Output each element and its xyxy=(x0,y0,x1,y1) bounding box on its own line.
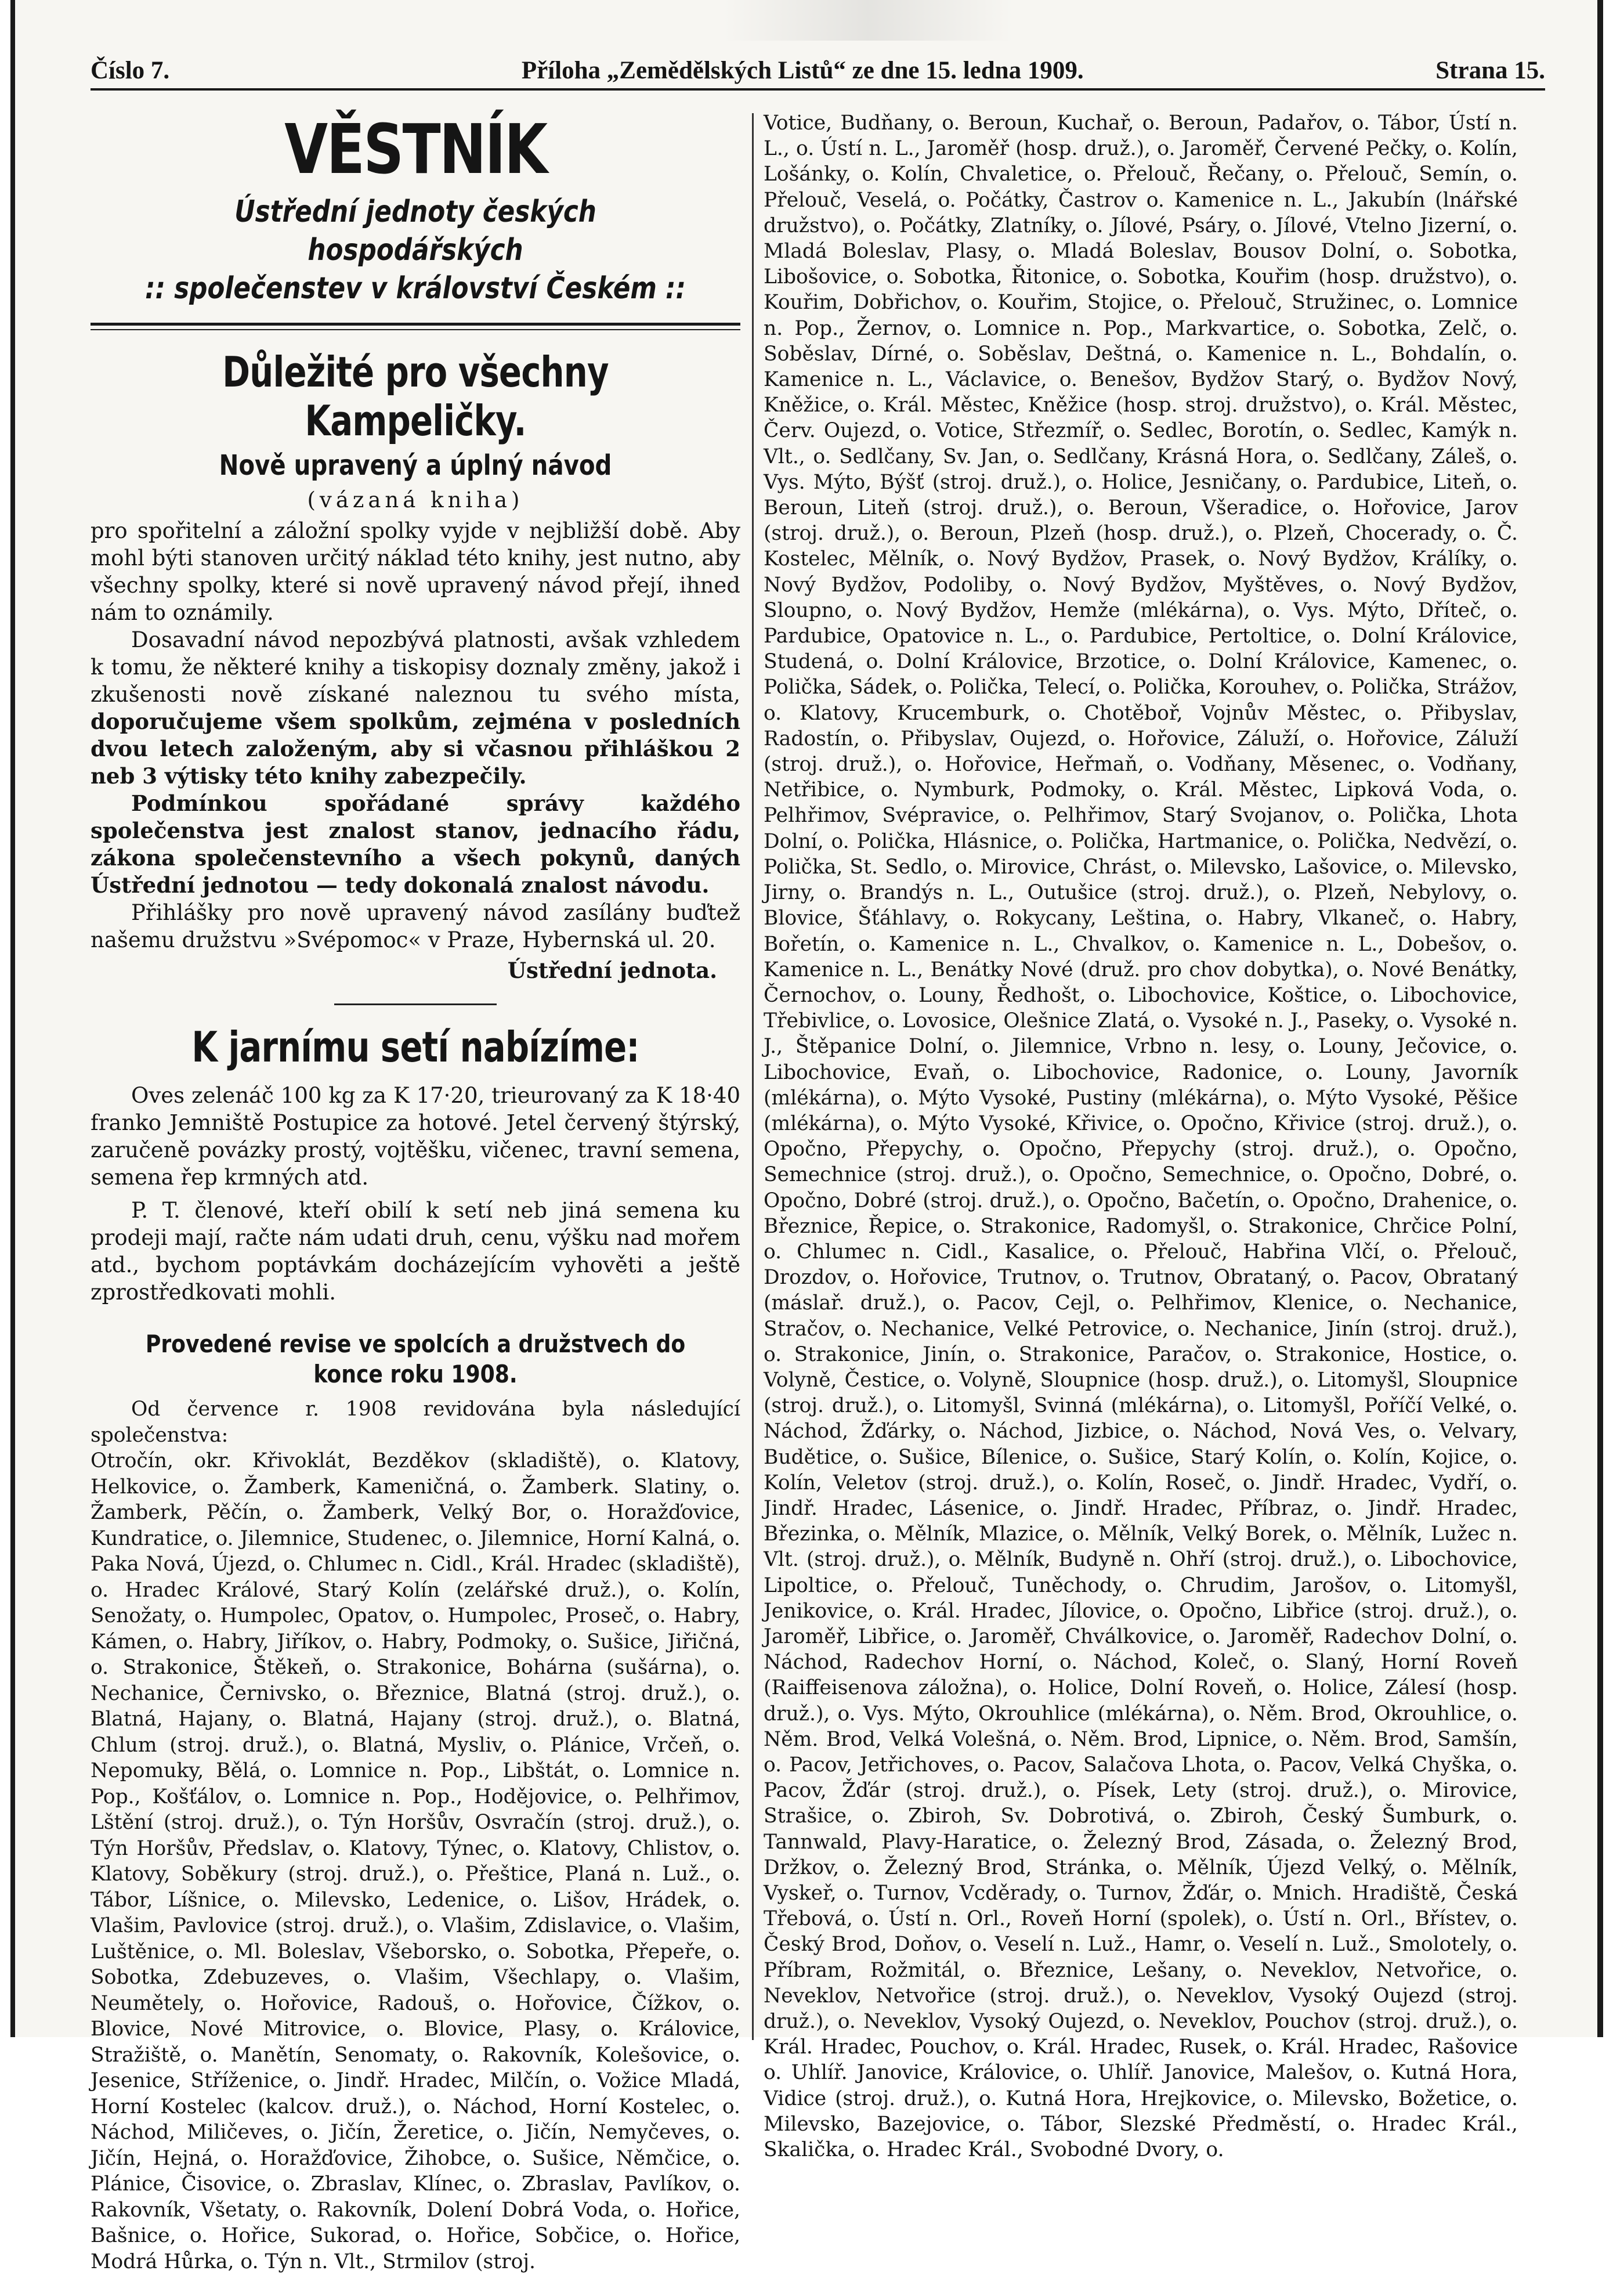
article1-para3: Podmínkou spořádané správy každého společenstva jest znalost stanov, jednacího řádu, zákona společenstevního a všech pokynů, daných Ústřední jednotou — tedy dokonalá znalost návodu. xyxy=(91,790,740,898)
masthead-title: VĚSTNÍK xyxy=(284,109,547,189)
article1-para1: pro spořitelní a záložní spolky vyjde v nejbližší době. Aby mohl býti stanoven určitý náklad této knihy, jest nutno, aby všechny spolky, které si nově upravený návod přejí, ihned nám to oznámily. xyxy=(91,518,740,625)
article1-para2 xyxy=(91,626,740,790)
page-header xyxy=(91,44,1545,91)
left-column xyxy=(91,110,740,2275)
article3-intro: Od července r. 1908 revidována byla následující společenstva: xyxy=(91,1398,740,1447)
article1-binding: (vázaná kniha) xyxy=(307,488,524,512)
masthead-rule xyxy=(91,323,740,330)
article3-heading: Provedené revise ve spolcích a družstvech do konce roku 1908. xyxy=(145,1330,686,1388)
supplement-line: Příloha „Zemědělských Listů“ ze dne 15. ledna 1909. xyxy=(521,57,1084,84)
masthead-subtitle xyxy=(143,193,689,308)
article1-heading: Důležité pro všechny Kampeličky. xyxy=(222,348,609,445)
article1-para2-bold: doporučujeme všem spolkům, zejména v posledních dvou letech založeným, aby si včasnou přihláškou 2 neb 3 výtisky této knihy zabezpečily. xyxy=(91,709,740,789)
article1-subheading: Nově upravený a úplný návod xyxy=(219,449,612,482)
section-rule xyxy=(334,1003,497,1005)
article2-heading: K jarnímu setí nabízíme: xyxy=(191,1023,639,1071)
column-divider xyxy=(752,113,754,2040)
paper-stain xyxy=(723,0,1013,41)
article3-list-right: Votice, Budňany, o. Beroun, Kuchař, o. Beroun, Padařov, o. Tábor, Ústí n. L., o. Ústí n. L., Jaroměř (hosp. druž.), o. Jaroměř, Červené Pečky, o. Kolín, Lošánky, o. Kolín, Chvaletice, o. Přelouč, Řečany, o. Přelouč, Semín, o. Přelouč, Veselá, o. Počátky, Častrov o. Kamenice n. L., Jakubín (lnářské družstvo), o. Počátky, Zlatníky, o. Jílové, Psáry, o. Jílové, Vtelno Jizerní, o. Mladá Boleslav, Plasy, o. Mladá Boleslav, Bousov Dolní, o. Sobotka, Libošovice, o. Sobotka, Řitonice, o. Sobotka, Kouřim (hosp. družstvo), o. Kouřim, Dobřichov, o. Kouřim, Stojice, o. Přelouč, Stružinec, o. Lomnice n. Pop., Žernov, o. Lomnice n. Pop., Markvartice, o. Sobotka, Zelč, o. Soběslav, Dírné, o. Soběslav, Deštná, o. Kamenice n. L., Bohdalín, o. Kamenice n. L., Václavice, o. Benešov, Bydžov Starý, o. Bydžov Nový, Kněžice, o. Král. Městec, Kněžice (hosp. stroj. družstvo), o. Král. Městec, Červ. Oujezd, o. Votice, Střezmíř, o. Sedlec, Borotín, o. Sedlec, Kamýk n. Vlt., o. Sedlčany, Sv. Jan, o. Sedlčany, Krásná Hora, o. Sedlčany, Záleš, o. Vys. Mýto, Býšť (stroj. druž.), o. Holice, Jesničany, o. Pardubice, Liteň, o. Beroun, Liteň (stroj. druž.), o. Beroun, Všeradice, o. Hořovice, Jarov (stroj. druž.), o. Beroun, Plzeň (hosp. druž.), o. Plzeň, Chocerady, o. Č. Kostelec, Mělník, o. Nový Bydžov, Prasek, o. Nový Bydžov, Králíky, o. Nový Bydžov, Podoliby, o. Nový Bydžov, Myštěves, o. Nový Bydžov, Sloupno, o. Nový Bydžov, Hemže (mlékárna), o. Vys. Mýto, Dříteč, o. Pardubice, Opatovice n. L., o. Pardubice, Pertoltice, o. Dolní Královice, Studená, o. Dolní Královice, Brzotice, o. Dolní Královice, Kamenec, o. Polička, Sádek, o. Polička, Telecí, o. Polička, Korouhev, o. Polička, Strážov, o. Klatovy, Krucemburk, o. Chotěboř, Vojnův Městec, o. Přibyslav, Radostín, o. Přibyslav, Oujezd, o. Hořovice, Záluží, o. Hořovice, Záluží (stroj. druž.), o. Hořovice, Heřmaň, o. Vodňany, Měsenec, o. Vodňany, Netřibice, o. Nymburk, Podmoky, o. Král. Městec, Lipková Voda, o. Pelhřimov, Svépravice, o. Pelhřimov, Starý Svojanov, o. Polička, Lhota Dolní, o. Polička, Hlásnice, o. Polička, Hartmanice, o. Polička, Nedvězí, o. Polička, St. Sedlo, o. Mirovice, Chrást, o. Milevsko, Lašovice, o. Milevsko, Jirny, o. Brandýs n. L., Outušice (stroj. druž.), o. Plzeň, Nebylovy, o. Blovice, Šťáhlavy, o. Rokycany, Leština, o. Habry, Vlkaneč, o. Habry, Bořetín, o. Kamenice n. L., Chvalkov, o. Kamenice n. L., Dobešov, o. Kamenice n. L., Benátky Nové (druž. pro chov dobytka), o. Nové Benátky, Černochov, o. Louny, Ředhošt, o. Libochovice, Koštice, o. Libochovice, Třebivlice, o. Lovosice, Olešnice Zlatá, o. Vysoké n. J., Paseky, o. Vysoké n. J., Štěpanice Dolní, o. Jilemnice, Vrbno n. lesy, o. Louny, Ječovice, o. Libochovice, Evaň, o. Libochovice, Radonice, o. Louny, Javorník (mlékárna), o. Mýto Vysoké, Pustiny (mlékárna), o. Mýto Vysoké, Pěšice (mlékárna), o. Mýto Vysoké, Křivice, o. Opočno, Křivice (stroj. druž.), o. Opočno, Přepychy, o. Opočno, Přepychy (stroj. druž.), o. Opočno, Semechnice (stroj. druž.), o. Opočno, Semechnice, o. Opočno, Dobré, o. Opočno, Dobré (stroj. druž.), o. Opočno, Bačetín, o. Opočno, Drahenice, o. Březnice, Řepice, o. Strakonice, Radomyšl, o. Strakonice, Chrčice Polní, o. Chlumec n. Cidl., Kasalice, o. Přelouč, Habřina Vlčí, o. Přelouč, Drozdov, o. Hořovice, Trutnov, o. Trutnov, Obrataný, o. Pacov, Obrataný (máslař. druž.), o. Pacov, Cejl, o. Pelhřimov, Klenice, o. Nechanice, Stračov, o. Nechanice, Velké Petrovice, o. Nechanice, Jinín (stroj. druž.), o. Strakonice, Jinín, o. Strakonice, Paračov, o. Strakonice, Hostice, o. Volyně, Čestice, o. Volyně, Sloupnice (hosp. druž.), o. Litomyšl, Sloupnice (stroj. druž.), o. Litomyšl, Svinná (mlékárna), o. Litomyšl, Poříčí Velké, o. Náchod, Žďárky, o. Náchod, Jizbice, o. Náchod, Nová Ves, o. Velvary, Budětice, o. Sušice, Bílenice, o. Sušice, Starý Kolín, o. Kolín, Kojice, o. Kolín, Veletov (stroj. druž.), o. Kolín, Roseč, o. Jindř. Hradec, Vydří, o. Jindř. Hradec, Lásenice, o. Jindř. Hradec, Příbraz, o. Jindř. Hradec, Březinka, o. Mělník, Mlazice, o. Mělník, Velký Borek, o. Mělník, Lužec n. Vlt. (stroj. druž.), o. Mělník, Budyně n. Ohří (stroj. druž.), o. Libochovice, Lipoltice, o. Přelouč, Tuněchody, o. Chrudim, Jarošov, o. Litomyšl, Jenikovice, o. Král. Hradec, Jílovice, o. Opočno, Libřice (stroj. druž.), o. Jaroměř, Libřice, o. Jaroměř, Chválkovice, o. Jaroměř, Radechov Dolní, o. Náchod, Radechov Horní, o. Náchod, Koleč, o. Slaný, Horní Roveň (Raiffeisenova záložna), o. Holice, Dolní Roveň, o. Holice, Zálesí (hosp. druž.), o. Vys. Mýto, Okrouhlice (mlékárna), o. Něm. Brod, Okrouhlice, o. Něm. Brod, Velká Volešná, o. Něm. Brod, Lipnice, o. Něm. Brod, Samšín, o. Pacov, Jetřichoves, o. Pacov, Salačova Lhota, o. Pacov, Velká Chyška, o. Pacov, Žďár (stroj. druž.), o. Písek, Lety (stroj. druž.), o. Mirovice, Strašice, o. Zbiroh, Sv. Dobrotivá, o. Zbiroh, Český Šumburk, o. Tannwald, Plavy-Haratice, o. Železný Brod, Zásada, o. Železný Brod, Držkov, o. Železný Brod, Stránka, o. Mělník, Újezd Velký, o. Mělník, Vyskeř, o. Turnov, Vcděrady, o. Turnov, Žďár, o. Mnich. Hradiště, Česká Třebová, o. Ústí n. Orl., Roveň Horní (spolek), o. Ústí n. Orl., Břístev, o. Český Brod, Doňov, o. Veselí n. Luž., Hamr, o. Veselí n. Luž., Smolotely, o. Příbram, Rožmitál, o. Březnice, Lešany, o. Neveklov, Netvořice, o. Neveklov, Netvořice (stroj. druž.), o. Neveklov, Vysoký Oujezd (stroj. druž.), o. Neveklov, Vysoký Oujezd, o. Neveklov, Pouchov (stroj. druž.), o. Král. Hradec, Pouchov, o. Král. Hradec, Rusek, o. Král. Hradec, Rašovice o. Uhlíř. Janovice, Královice, o. Uhlíř. Janovice, Malešov, o. Kutná Hora, Vidice (stroj. druž.), o. Kutná Hora, Hrejkovice, o. Milevsko, Božetice, o. Milevsko, Bazejovice, o. Tábor, Slezské Předměstí, o. Hradec Král., Skalička, o. Hradec Král., Svobodné Dvory, o. xyxy=(764,111,1518,2162)
right-column xyxy=(764,110,1518,2163)
newspaper-page xyxy=(10,0,1603,2273)
article1-para2-text: Dosavadní návod nepozbývá platnosti, avšak vzhledem k tomu, že některé knihy a tiskopisy doznaly změny, jakož i zkušenosti nově získané naleznou tu svého místa, xyxy=(91,627,740,707)
article1-signature: Ústřední jednota. xyxy=(507,958,717,983)
article3-list-left: Otročín, okr. Křivoklát, Bezděkov (skladiště), o. Klatovy, Helkovice, o. Žamberk, Kameničná, o. Žamberk. Slatiny, o. Žamberk, Pěčín, o. Žamberk, Velký Bor, o. Horažďovice, Kundratice, o. Jilemnice, Studenec, o. Jilemnice, Horní Kalná, o. Paka Nová, Újezd, o. Chlumec n. Cidl., Král. Hradec (skladiště), o. Hradec Králové, Starý Kolín (zelářské druž.), o. Kolín, Senožaty, o. Humpolec, Opatov, o. Humpolec, Proseč, o. Habry, Kámen, o. Habry, Jiříkov, o. Habry, Podmoky, o. Sušice, Jiřičná, o. Strakonice, Štěkeň, o. Strakonice, Bohárna (sušárna), o. Nechanice, Černivsko, o. Březnice, Blatná (stroj. druž.), o. Blatná, Hajany, o. Blatná, Hajany (stroj. druž.), o. Blatná, Chlum (stroj. druž.), o. Blatná, Mysliv, o. Plánice, Vrčeň, o. Nepomuky, Bělá, o. Lomnice n. Pop., Libštát, o. Lomnice n. Pop., Košťálov, o. Lomnice n. Pop., Hodějovice, o. Pelhřimov, Lštění (stroj. druž.), o. Týn Horšův, Osvračín (stroj. druž.), o. Týn Horšův, Předslav, o. Klatovy, Týnec, o. Klatovy, Chlistov, o. Klatovy, Soběkury (stroj. druž.), o. Přeštice, Planá n. Luž., o. Tábor, Líšnice, o. Milevsko, Ledenice, o. Lišov, Hrádek, o. Vlašim, Pavlovice (stroj. druž.), o. Vlašim, Zdislavice, o. Vlašim, Luštěnice, o. Ml. Boleslav, Všeborsko, o. Sobotka, Přepeře, o. Sobotka, Zdebuzeves, o. Vlašim, Všechlapy, o. Vlašim, Neumětely, o. Hořovice, Radouš, o. Hořovice, Čížkov, o. Blovice, Nové Mitrovice, o. Blovice, Plasy, o. Královice, Stražiště, o. Manětín, Senomaty, o. Rakovník, Kolešovice, o. Jesenice, Stříženice, o. Jindř. Hradec, Milčín, o. Vožice Mladá, Horní Kostelec (kalcov. druž.), o. Náchod, Horní Kostelec, o. Náchod, Miličeves, o. Jičín, Žeretice, o. Jičín, Nemyčeves, o. Jičín, Hejná, o. Horažďovice, Žihobce, o. Sušice, Němčice, o. Plánice, Čisovice, o. Zbraslav, Klínec, o. Zbraslav, Pavlíkov, o. Rakovník, Všetaty, o. Rakovník, Dolení Dobrá Voda, o. Hořice, Bašnice, o. Hořice, Sukorad, o. Hořice, Sobčice, o. Hořice, Modrá Hůrka, o. Týn n. Vlt., Strmilov (stroj. xyxy=(91,1449,740,2273)
issue-number: Číslo 7. xyxy=(91,57,170,84)
masthead-subtitle-line2: :: společenstev v království Českém :: xyxy=(144,271,686,306)
masthead-subtitle-line1: Ústřední jednoty českých hospodářských xyxy=(234,194,596,268)
page-number: Strana 15. xyxy=(1435,57,1545,84)
article1-para4: Přihlášky pro nově upravený návod zasílány buďtež našemu družstvu »Svépomoc« v Praze, Hybernská ul. 20. xyxy=(91,900,740,952)
article2-para2: P. T. členové, kteří obilí k setí neb jiná semena ku prodeji mají, račte nám udati druh, cenu, výšku nad mořem atd., bychom poptávkám docházejícím vyhověti a ještě zprostředkovati mohli. xyxy=(91,1198,740,1305)
article2-para1: Oves zelenáč 100 kg za K 17·20, trieurovaný za K 18·40 franko Jemniště Postupice za hotové. Jetel červený štýrský, zaručeně povázky prostý, vojtěšku, vičenec, travní semena, semena řep krmných atd. xyxy=(91,1083,740,1190)
